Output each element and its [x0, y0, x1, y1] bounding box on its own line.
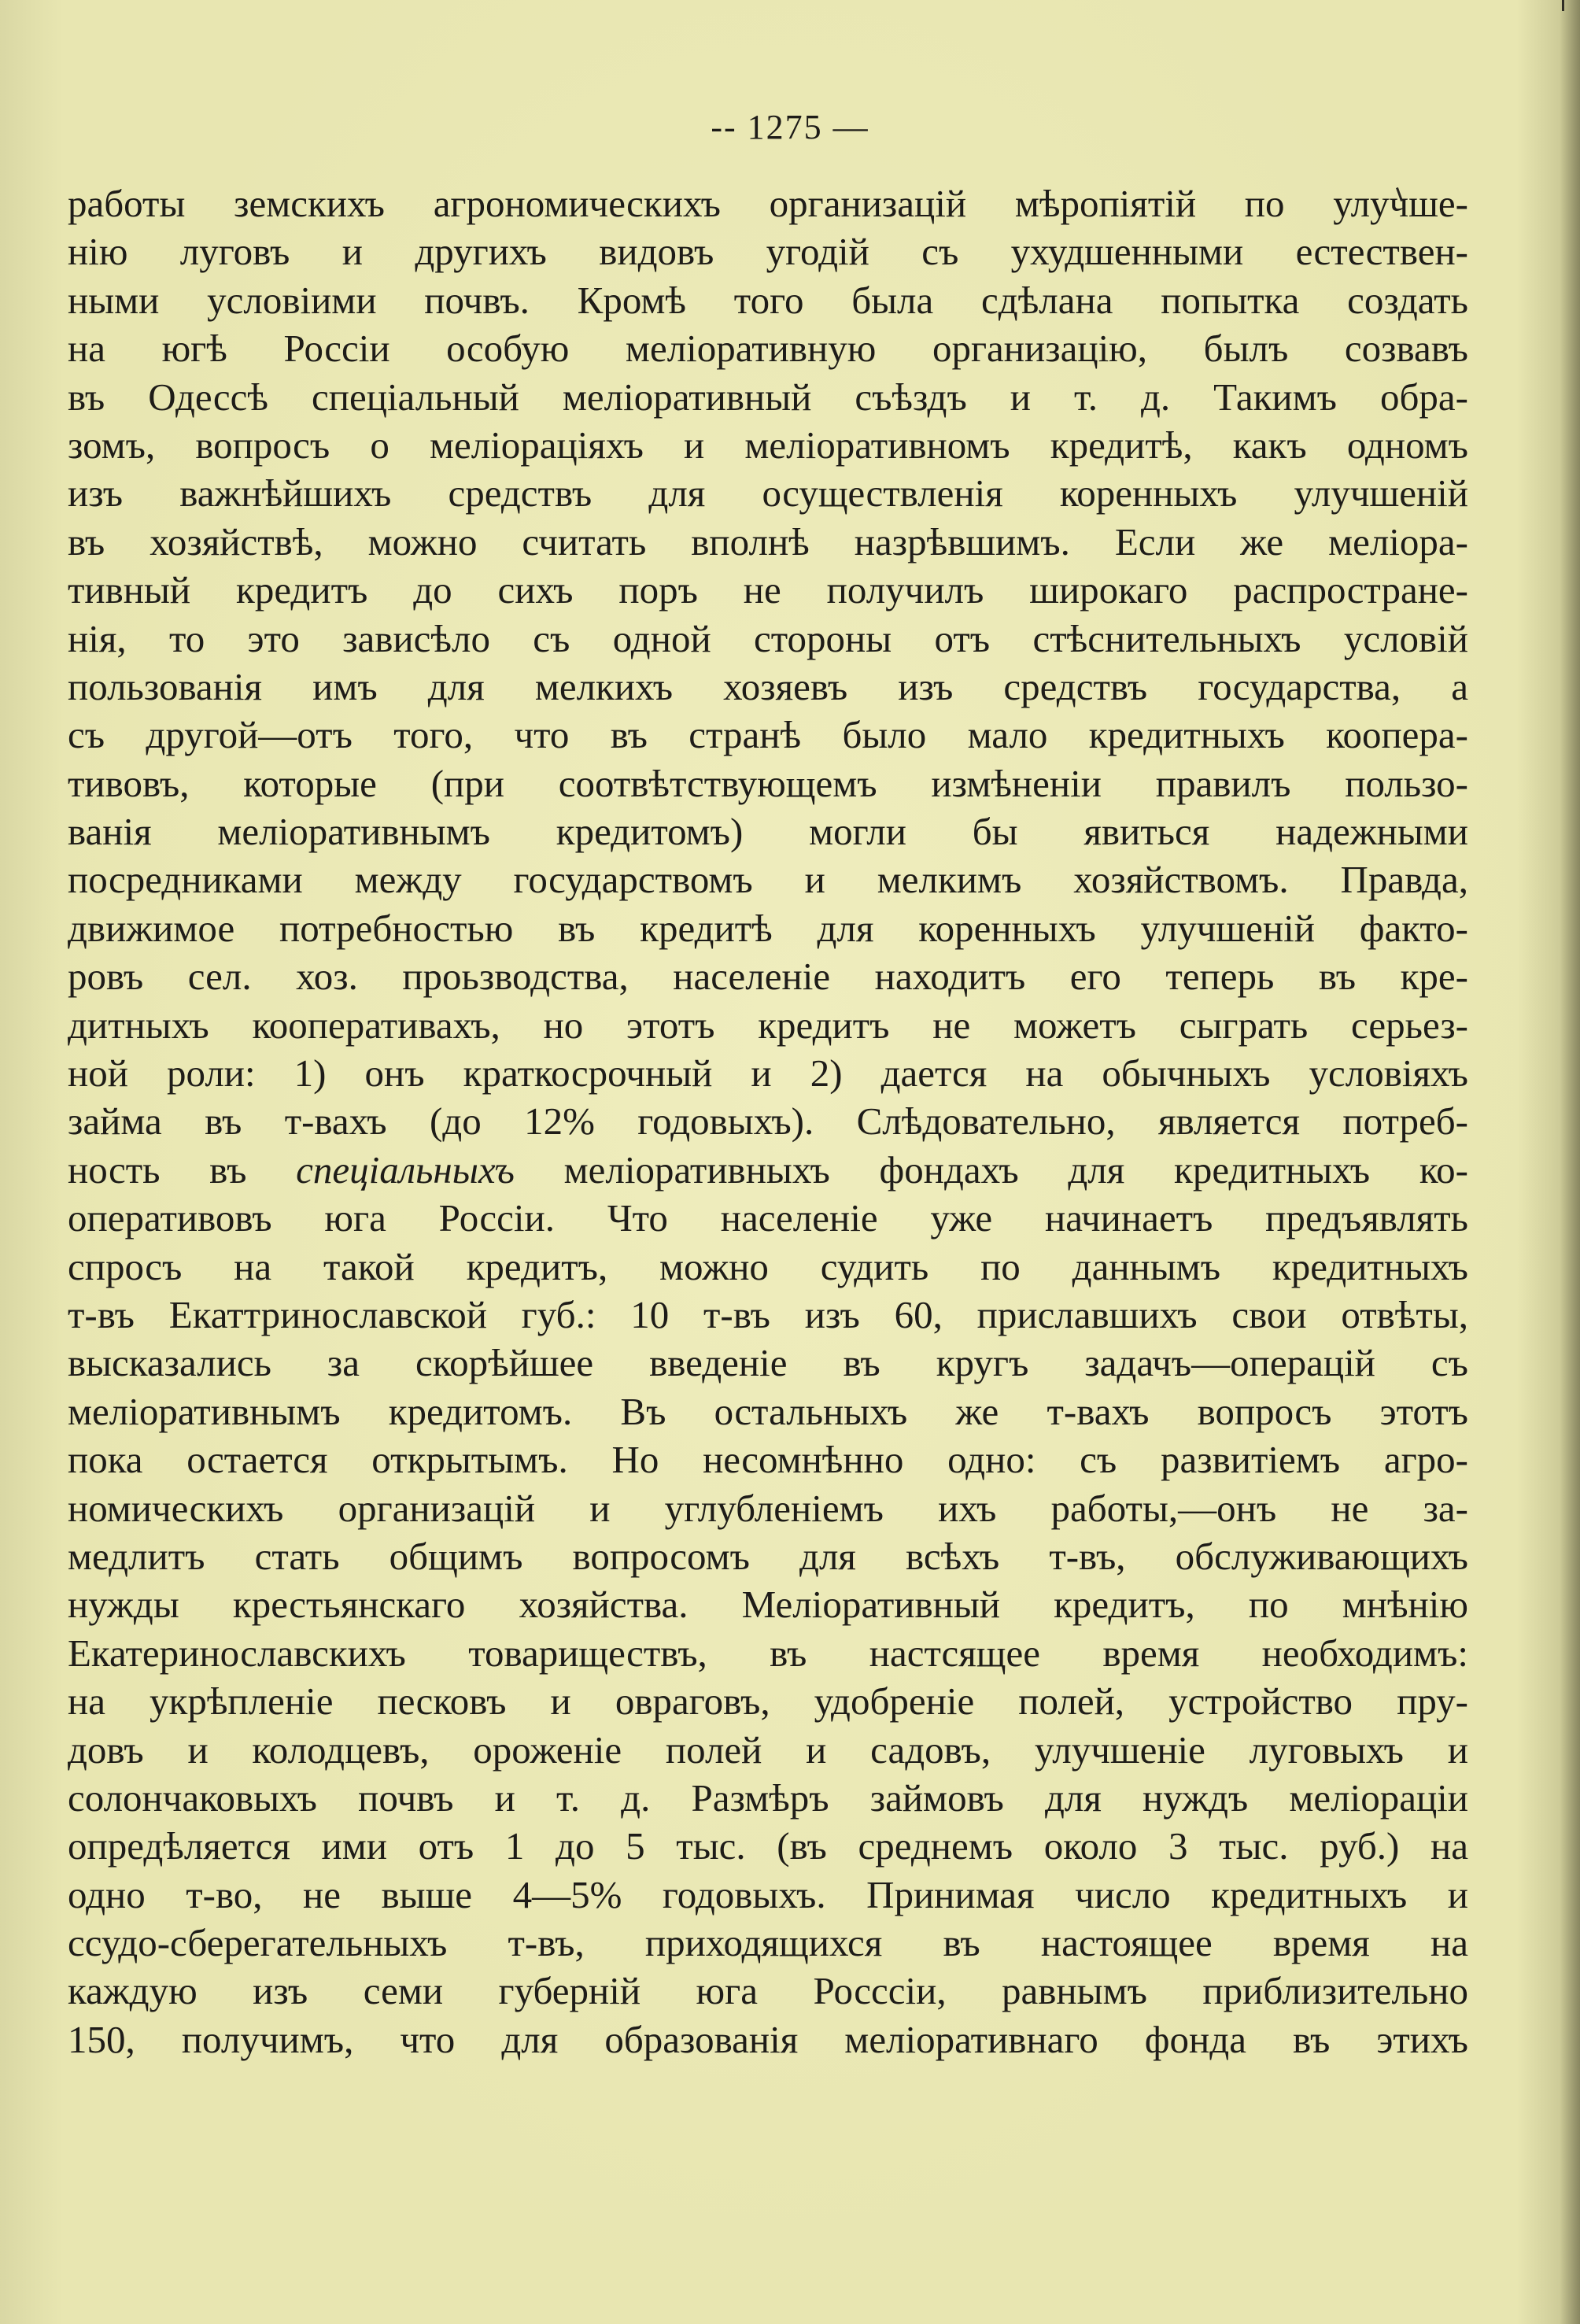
- text-line: ровъ сел. хоз. проьзводства, населеніе находитъ его теперь въ кре-: [68, 955, 1468, 999]
- text-line: солончаковыхъ почвъ и т. д. Размѣръ займовъ для нуждъ меліораціи: [68, 1775, 1468, 1820]
- text-line: спросъ на такой кредитъ, можно судить по даннымъ кредитныхъ: [68, 1244, 1468, 1288]
- text-line: нужды крестьянскаго хозяйства. Меліоративный кредитъ, по мнѣнію: [68, 1583, 1468, 1627]
- text-line: дитныхъ кооперативахъ, но этотъ кредитъ не можетъ сыграть серьез-: [68, 1003, 1468, 1047]
- text-line: пока остается открытымъ. Но несомнѣнно одно: съ развитіемъ агро-: [68, 1438, 1468, 1482]
- text-fragment: меліоративныхъ фондахъ для кредитныхъ ко-: [514, 1147, 1468, 1192]
- text-line: ными условіими почвъ. Кромѣ того была сдѣлана попытка создать: [68, 278, 1468, 322]
- text-line: высказались за скорѣйшее введеніе въ кругъ задачъ—операцій съ: [68, 1341, 1468, 1385]
- text-line: тивный кредитъ до сихъ поръ не получилъ широкаго распростране-: [68, 568, 1468, 612]
- text-line: 150, получимъ, что для образованія меліоративнаго фонда въ этихъ: [68, 2017, 1468, 2061]
- text-line: на укрѣпленіе песковъ и овраговъ, удобреніе полей, устройство пру-: [68, 1679, 1468, 1724]
- text-line: тивовъ, которые (при соотвѣтствующемъ измѣненіи правилъ пользо-: [68, 761, 1468, 805]
- text-fragment: ность въ: [68, 1147, 297, 1192]
- text-line: въ Одессѣ спеціальный меліоративный съѣздъ и т. д. Такимъ обра-: [68, 375, 1468, 419]
- text-line: пользованія имъ для мелкихъ хозяевъ изъ средствъ государства, а: [68, 664, 1468, 708]
- body-text: [68, 179, 1468, 2064]
- text-line: оперативовъ юга Россіи. Что населеніе уже начинаетъ предъявлять: [68, 1196, 1468, 1240]
- text-line: займа въ т-вахъ (до 12% годовыхъ). Слѣдовательно, является потреб-: [68, 1099, 1468, 1144]
- text-line: Екатеринославскихъ товариществъ, въ настсящее время необходимъ:: [68, 1631, 1468, 1675]
- text-line: ссудо-сберегательныхъ т-въ, приходящихся въ настоящее время на: [68, 1921, 1468, 1965]
- text-line: т-въ Екаттринославской губ.: 10 т-въ изъ 60, приславшихъ свои отвѣты,: [68, 1292, 1468, 1336]
- text-line: меліоративнымъ кредитомъ. Въ остальныхъ же т-вахъ вопросъ этотъ: [68, 1389, 1468, 1433]
- text-line: изъ важнѣйшихъ средствъ для осуществленія коренныхъ улучшеній: [68, 471, 1468, 515]
- text-line: работы земскихъ агрономическихъ организацій мѣропіятій по улучше-: [68, 182, 1468, 225]
- italic-emphasis: спеціальныхъ: [296, 1147, 515, 1192]
- page-number: -- 1275 —: [711, 108, 869, 146]
- text-line: нія, то это зависѣло съ одной стороны отъ стѣснительныхъ условій: [68, 616, 1468, 660]
- text-line: довъ и колодцевъ, ороженіе полей и садовъ, улучшеніе луговыхъ и: [68, 1727, 1468, 1772]
- text-line: на югѣ Россіи особую меліоративную организацію, былъ созвавъ: [68, 327, 1468, 371]
- text-line: въ хозяйствѣ, можно считать вполнѣ назрѣвшимъ. Если же меліора-: [68, 519, 1468, 563]
- text-line: номическихъ организацій и углубленіемъ ихъ работы,—онъ не за-: [68, 1486, 1468, 1530]
- text-line: медлитъ стать общимъ вопросомъ для всѣхъ т-въ, обслуживающихъ: [68, 1534, 1468, 1578]
- text-line: посредниками между государствомъ и мелкимъ хозяйствомъ. Правда,: [68, 858, 1468, 902]
- page-edge-shadow: [1560, 0, 1580, 2324]
- text-line: съ другой—отъ того, что въ странѣ было мало кредитныхъ коопера-: [68, 713, 1468, 757]
- text-line: одно т-во, не выше 4—5% годовыхъ. Принимая число кредитныхъ и: [68, 1872, 1468, 1916]
- text-line: ной роли: 1) онъ краткосрочный и 2) дается на обычныхъ условіяхъ: [68, 1051, 1468, 1095]
- text-line: ванія меліоративнымъ кредитомъ) могли бы явиться надежными: [68, 810, 1468, 854]
- text-line-with-italic: [68, 1146, 1468, 1194]
- text-line: нію луговъ и другихъ видовъ угодій съ ухудшенными естествен-: [68, 230, 1468, 274]
- text-line: опредѣляется ими отъ 1 до 5 тыс. (въ среднемъ около 3 тыс. руб.) на: [68, 1824, 1468, 1868]
- text-line: каждую изъ семи губерній юга Росссіи, равнымъ приблизительно: [68, 1969, 1468, 2013]
- text-line: зомъ, вопросъ о меліораціяхъ и меліоративномъ кредитѣ, какъ одномъ: [68, 423, 1468, 467]
- text-line: движимое потребностью въ кредитѣ для коренныхъ улучшеній факто-: [68, 906, 1468, 950]
